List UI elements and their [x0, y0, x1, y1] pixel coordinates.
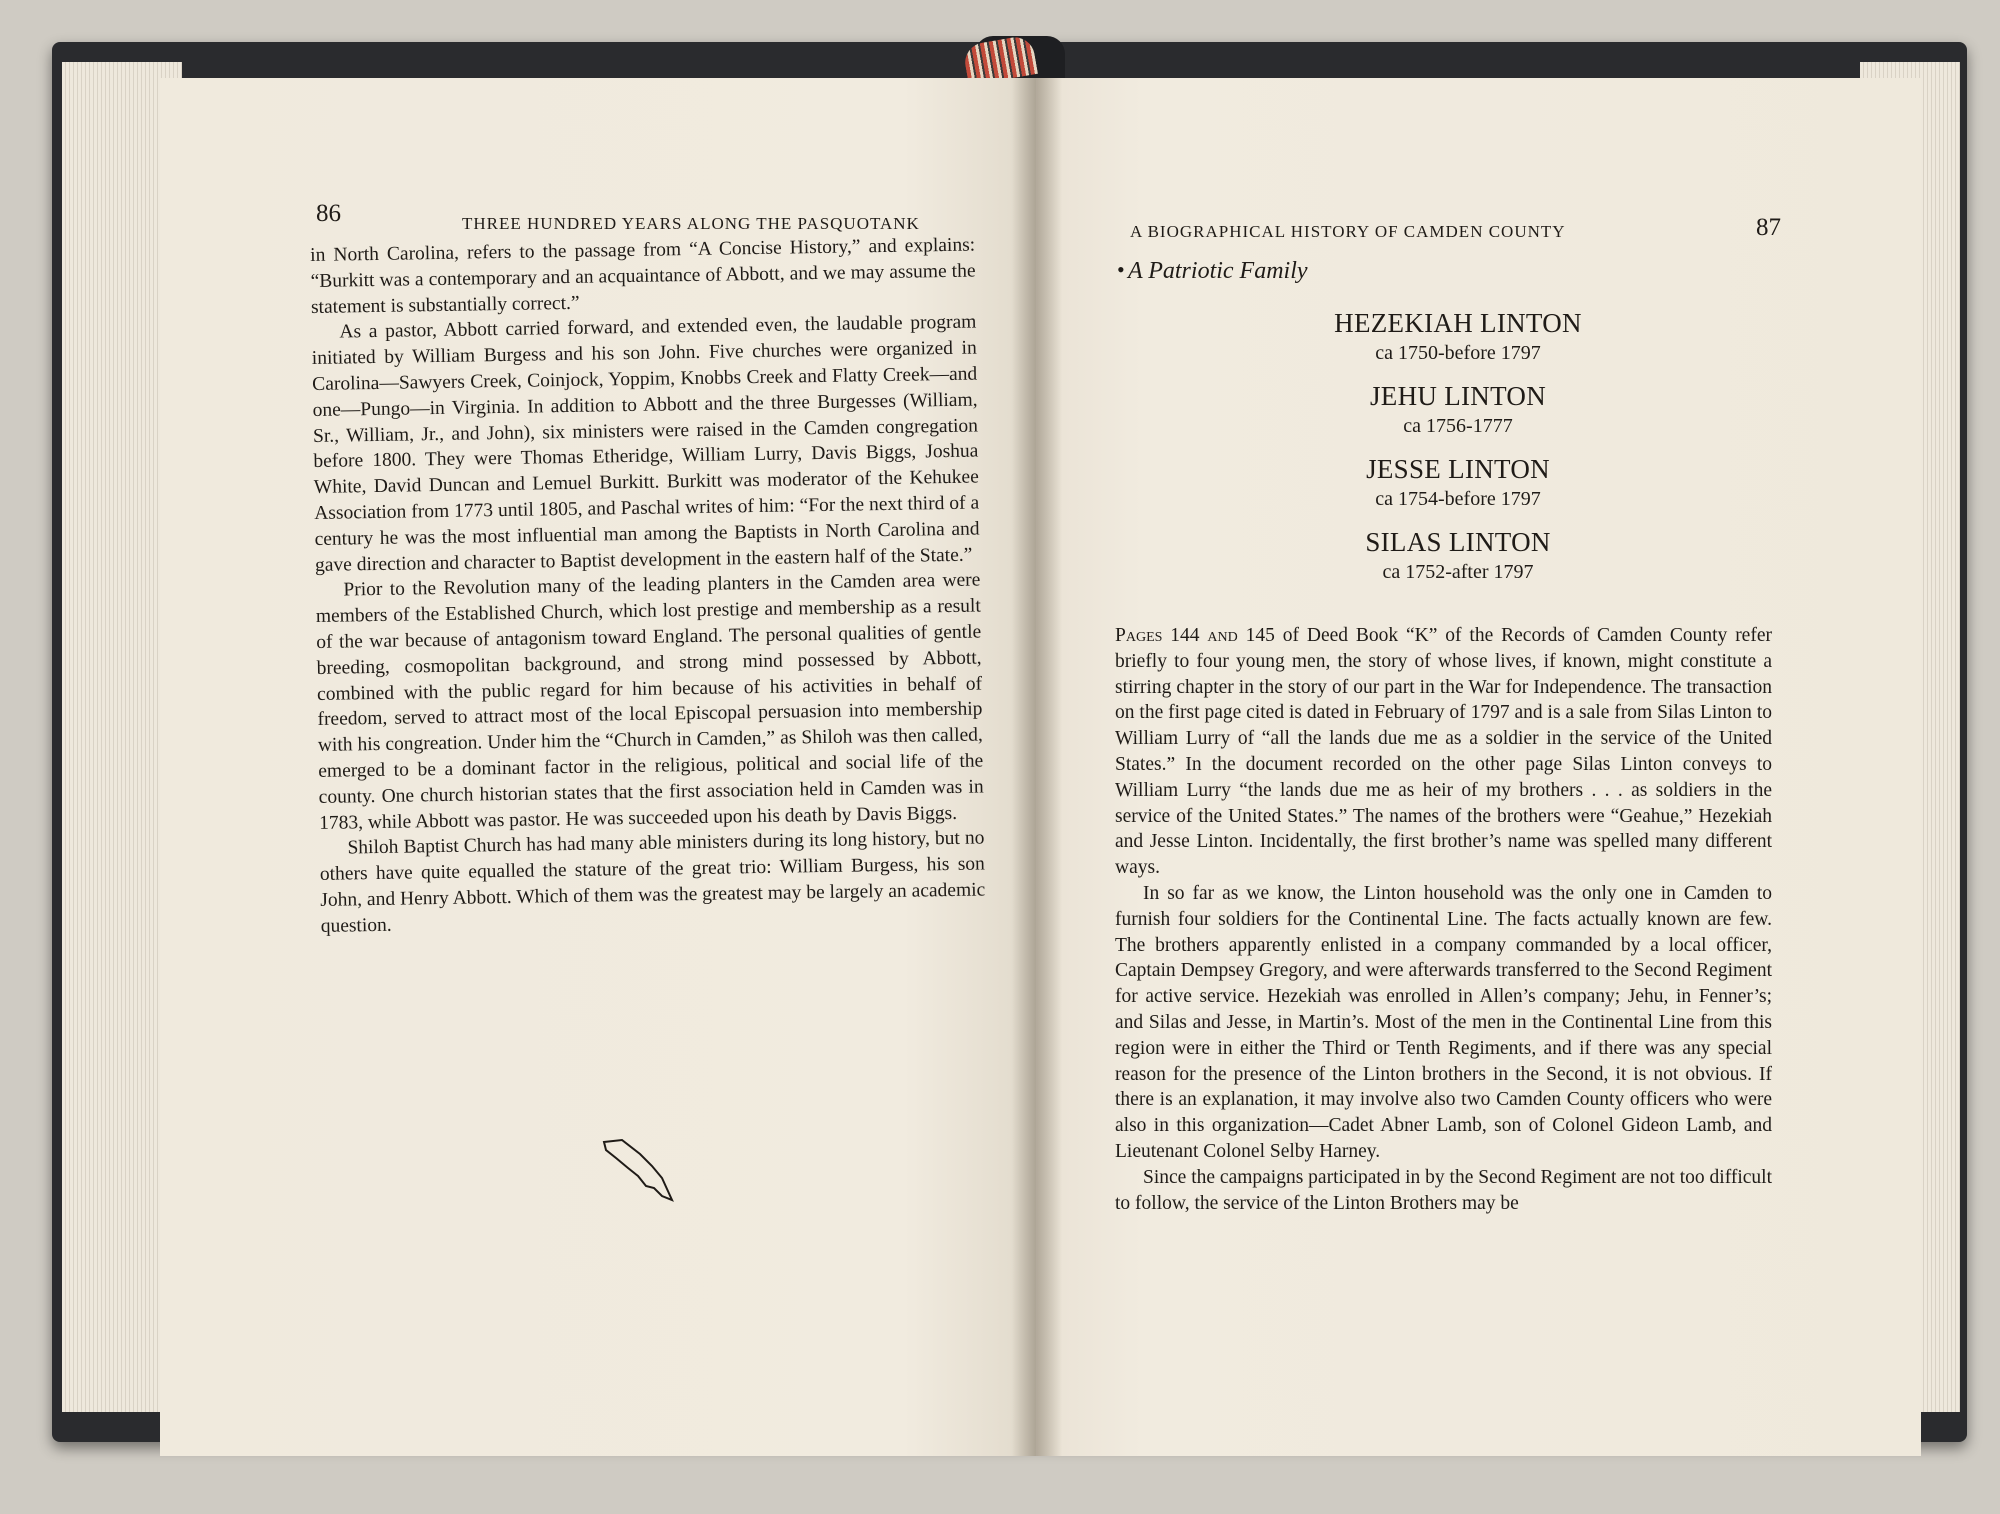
right-paragraph-2: In so far as we know, the Linton household was the only one in Camden to furnish four soldiers for the Continental Line. The facts actually known are few. The brothers apparently enlisted in a company commanded by a local officer, Captain Dempsey Gregory, and were afterwards transferred to the Second Regiment for active service. Hezekiah was enrolled in Allen’s company; Jehu, in Fenner’s; and Silas and Jesse, in Martin’s. Most of the men in the Continental Line from this region were in either the Third or Tenth Regiments, and if there was any special reason for the presence of the Linton brothers in the Second, it is not obvious. If there is an explanation, it may involve also two Camden County officers who were also in this organization—Cadet Abner Lamb, son of Colonel Gideon Lamb, and Lieutenant Colonel Selby Harney. [1115, 882, 1772, 1162]
person-dates: ca 1754-before 1797 [1375, 488, 1541, 510]
bullet-mark: • [1117, 257, 1125, 282]
gutter-shadow [1012, 78, 1062, 1456]
person-name: SILAS LINTON [1365, 527, 1551, 557]
person-name: JESSE LINTON [1366, 454, 1550, 484]
right-running-head: A BIOGRAPHICAL HISTORY OF CAMDEN COUNTY [1130, 222, 1566, 241]
person-dates: ca 1750-before 1797 [1375, 342, 1541, 364]
person-dates: ca 1756-1777 [1403, 415, 1513, 437]
right-page-number: 87 [1756, 214, 1781, 241]
left-running-head: THREE HUNDRED YEARS ALONG THE PASQUOTANK [462, 214, 920, 233]
person-name: HEZEKIAH LINTON [1334, 308, 1582, 338]
person-dates: ca 1752-after 1797 [1382, 561, 1534, 583]
right-paragraph-1 [1115, 623, 1772, 881]
linton-brothers-list [1258, 307, 1658, 599]
lead-in-smallcaps: Pages 144 and 145 [1115, 625, 1275, 646]
chapter-title: A Patriotic Family [1128, 258, 1308, 284]
left-paragraph-1: in North Carolina, refers to the passage from “A Concise History,” and explains: “Burkitt was a contemporary and an acquaintance of Abbott, and we may assume the statement is substantially correct.” [310, 234, 976, 318]
person-name: JEHU LINTON [1369, 381, 1547, 411]
right-paragraph-1-text: of Deed Book “K” of the Records of Camden County refer briefly to four young men, the story of whose lives, if known, might constitute a stirring chapter in the story of our part in the War for Independence. The transaction on the first page cited is dated in February of 1797 and is a sale from Silas Linton to William Lurry of “all the lands due me as a soldier in the service of the United States.” In the document recorded on the other page Silas Linton conveys to William Lurry “the lands due me as heir of my brothers . . . as soldiers in the service of the United States.” The names of the brothers were “Geahue,” Hezekiah and Jesse Linton. Incidentally, the first brother’s name was spelled many different ways. [1115, 625, 1772, 879]
right-paragraph-3: Since the campaigns participated in by the Second Regiment are not too difficult to follow, the service of the Linton Brothers may be [1115, 1166, 1772, 1214]
left-paragraph-3: Prior to the Revolution many of the leading planters in the Camden area were members of the Established Church, which lost prestige and membership as a result of the war because of antagonism toward England. The personal qualities of gentle breeding, cosmopolitan background, and strong mind possessed by Abbott, combined with the public regard for him because of his activities in behalf of freedom, served to attract most of the local Episcopal persuasion into membership with his congreation. Under him the “Church in Camden,” as Shiloh was then called, emerged to be a dominant factor in the religious, political and social life of the county. One church historian states that the first association held in Camden was in 1783, while Abbott was pastor. He was succeeded upon his death by Davis Biggs. [315, 569, 984, 834]
left-body-text [310, 233, 986, 940]
left-paragraph-4: Shiloh Baptist Church has had many able ministers during its long history, but no others have quite equalled the stature of the great trio: William Burgess, his son John, and Henry Abbott. Which of them was the greatest may be largely an academic question. [319, 827, 986, 937]
county-map-icon [600, 1138, 680, 1208]
left-paragraph-2: As a pastor, Abbott carried forward, and extended even, the laudable program initiated by William Burgess and his son John. Five churches were organized in Carolina—Sawyers Creek, Coinjock, Yoppim, Knobbs Creek and Flatty Creek—and one—Pungo—in Virginia. In addition to Abbott and the three Burgesses (William, Sr., William, Jr., and John), six ministers were raised in the Camden congregation before 1800. They were Thomas Etheridge, William Lurry, Davis Biggs, Joshua White, David Duncan and Lemuel Burkitt. Burkitt was moderator of the Kehukee Association from 1773 until 1805, and Paschal writes of him: “For the next third of a century he was the most influential man among the Baptists in North Carolina and gave direction and character to Baptist development in the eastern half of the State.” [311, 311, 980, 576]
left-page-number: 86 [316, 200, 341, 227]
right-body-text [1115, 623, 1772, 1216]
